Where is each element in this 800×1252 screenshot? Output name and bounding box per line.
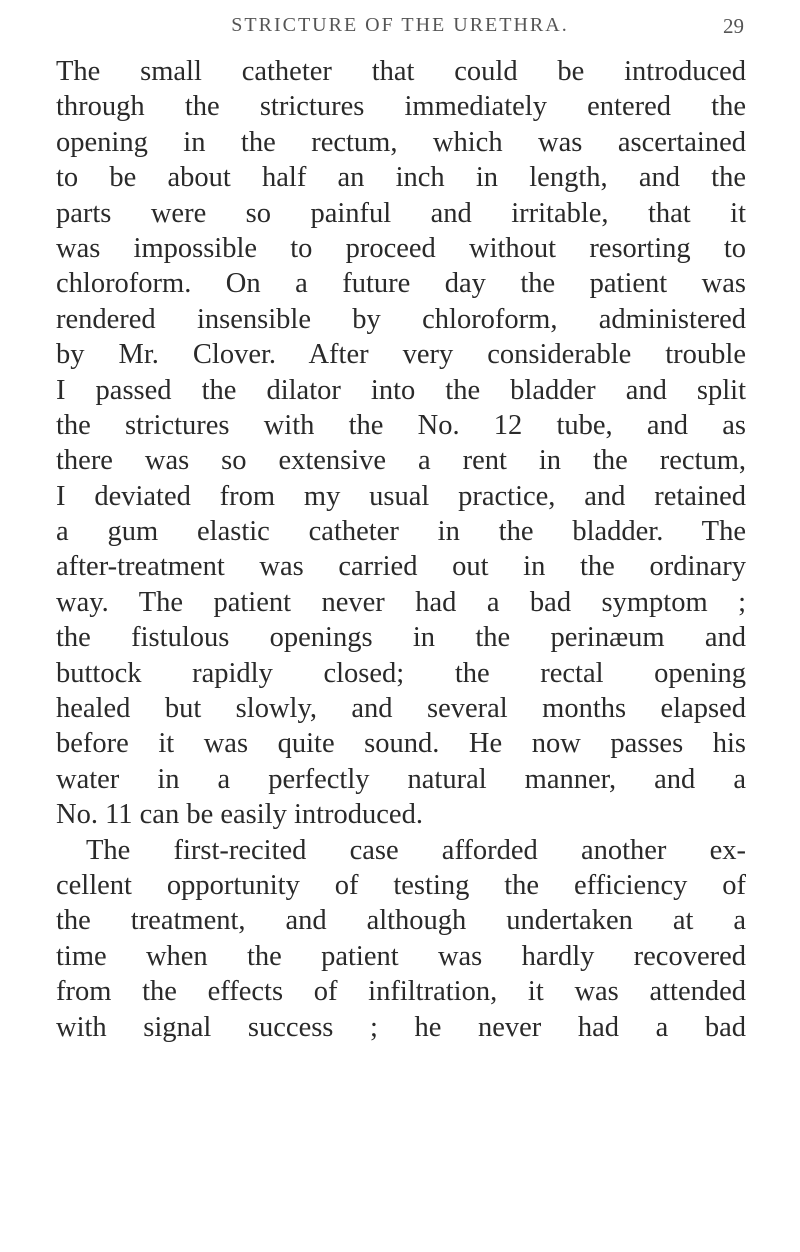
text-line: after-treatment was carried out in the ordinary (56, 551, 746, 583)
text-line: by Mr. Clover. After very considerable trouble (56, 339, 746, 371)
text-line: opening in the rectum, which was ascertained (56, 126, 746, 158)
page-number: 29 (723, 14, 744, 38)
text-line: The small catheter that could be introduced (56, 56, 746, 87)
text-line: the fistulous openings in the perinæum and (56, 622, 746, 654)
text-line: with signal success ; he never had a bad (56, 1011, 746, 1043)
text-line: parts were so painful and irritable, that it (56, 197, 746, 229)
body-text (56, 54, 746, 1045)
text-line: the strictures with the No. 12 tube, and as (56, 409, 746, 441)
text-line: I deviated from my usual practice, and retained (56, 480, 746, 512)
text-line: there was so extensive a rent in the rectum, (56, 445, 746, 477)
text-line: through the strictures immediately entered the (56, 91, 746, 123)
text-line: No. 11 can be easily introduced. (56, 799, 423, 831)
text-line: a gum elastic catheter in the bladder. The (56, 516, 746, 548)
text-line: I passed the dilator into the bladder and split (56, 374, 746, 406)
text-line: healed but slowly, and several months elapsed (56, 693, 746, 725)
text-line: buttock rapidly closed; the rectal opening (56, 657, 746, 689)
text-line: was impossible to proceed without resorting to (56, 232, 746, 264)
text-line: The first-recited case afforded another ex- (86, 834, 746, 866)
text-line: before it was quite sound. He now passes his (56, 728, 746, 760)
text-line: chloroform. On a future day the patient was (56, 268, 746, 300)
text-line: way. The patient never had a bad symptom ; (56, 586, 746, 618)
text-line: the treatment, and although undertaken at a (56, 905, 746, 937)
running-title: STRICTURE OF THE URETHRA. (231, 14, 569, 36)
text-line: time when the patient was hardly recovered (56, 940, 746, 972)
text-line: rendered insensible by chloroform, administered (56, 303, 746, 335)
text-line: from the effects of infiltration, it was attended (56, 976, 746, 1008)
text-line: water in a perfectly natural manner, and a (56, 763, 746, 795)
text-line: to be about half an inch in length, and the (56, 162, 746, 194)
running-head (56, 14, 744, 44)
text-line: cellent opportunity of testing the efficiency of (56, 869, 746, 901)
